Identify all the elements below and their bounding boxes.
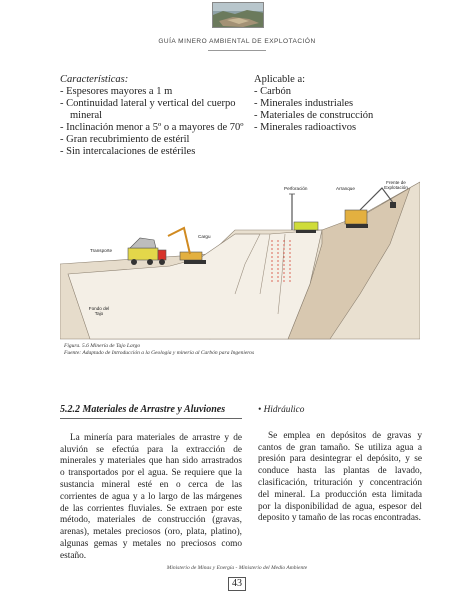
list-item: - Minerales radioactivos — [254, 122, 414, 134]
label-drill: Perforación — [284, 186, 308, 191]
figure-caption — [64, 343, 364, 357]
label-pit-bottom: Fondo del Tajo — [88, 306, 110, 316]
diagram-svg — [60, 174, 420, 342]
list-item: - Continuidad lateral y vertical del cuerpo mineral — [60, 98, 270, 122]
hydraulic-heading: • Hidráulico — [258, 405, 305, 415]
list-item: - Espesores mayores a 1 m — [60, 86, 270, 98]
header-divider — [208, 50, 266, 51]
list-item: - Carbón — [254, 86, 414, 98]
list-item: - Gran recubrimiento de estéril — [60, 134, 270, 146]
label-load: Cargu — [198, 234, 211, 239]
header-photo — [212, 2, 264, 28]
section-divider — [60, 418, 242, 419]
list-item: - Minerales industriales — [254, 98, 414, 110]
characteristics-block — [60, 74, 270, 158]
section-alluvial — [60, 404, 242, 563]
label-front: Frente de Explotación — [384, 180, 408, 190]
hydraulic-heading-text: Hidráulico — [263, 405, 305, 415]
applicable-block — [254, 74, 414, 134]
applicable-heading: Aplicable a: — [254, 74, 306, 85]
label-start: Arranque — [336, 186, 355, 191]
list-item: - Materiales de construcción — [254, 110, 414, 122]
list-item: - Inclinación menor a 5º o a mayores de 70º — [60, 122, 270, 134]
caption-line-2: Fuente: Adaptado de Introducción a la Geología y minería al Carbón para Ingenieros — [64, 350, 255, 356]
applicable-list — [254, 86, 414, 134]
characteristics-list — [60, 86, 270, 158]
footer-text: Ministerio de Minas y Energía - Ministerio del Medio Ambiente — [166, 565, 308, 571]
list-item: - Sin intercalaciones de estériles — [60, 146, 270, 158]
label-transport: Transporte — [90, 248, 113, 253]
hydraulic-block — [258, 405, 422, 525]
section-paragraph: La minería para materiales de arrastre y de aluvión se efectúa para la extracción de minerales y materiales que han sido arrastrados o transportados por el agua. Se requiere que la sustancia mineral esté en o cerca de las corrientes de agua y a lo largo de las márgenes de las corrientes fluviales. Se extraen por este método, materiales de construcción (gravas, arenas), metales preciosos (oro, plata, platino), algunas gemas y metales no preciosos como estaño. — [60, 432, 242, 561]
mining-diagram — [60, 174, 420, 342]
header-title: GUÍA MINERO AMBIENTAL DE EXPLOTACIÓN — [158, 38, 316, 45]
hydraulic-paragraph: Se emplea en depósitos de gravas y cantos de gran tamaño. Se utiliza agua a presión para desintegrar el depósito, y se conduce hasta las plantas de lavado, clasificación, trituración y concentración del mineral. La producción esta limitada por la disponibilidad de agua, espesor del deposito y tamaño de las rocas encontradas. — [258, 430, 422, 524]
section-title: 5.2.2 Materiales de Arrastre y Aluviones — [60, 404, 226, 415]
caption-line-1: Figura. 5.6 Minería de Tajo Largo — [64, 343, 141, 349]
characteristics-heading: Características: — [60, 74, 129, 85]
page-number: 43 — [228, 577, 246, 591]
